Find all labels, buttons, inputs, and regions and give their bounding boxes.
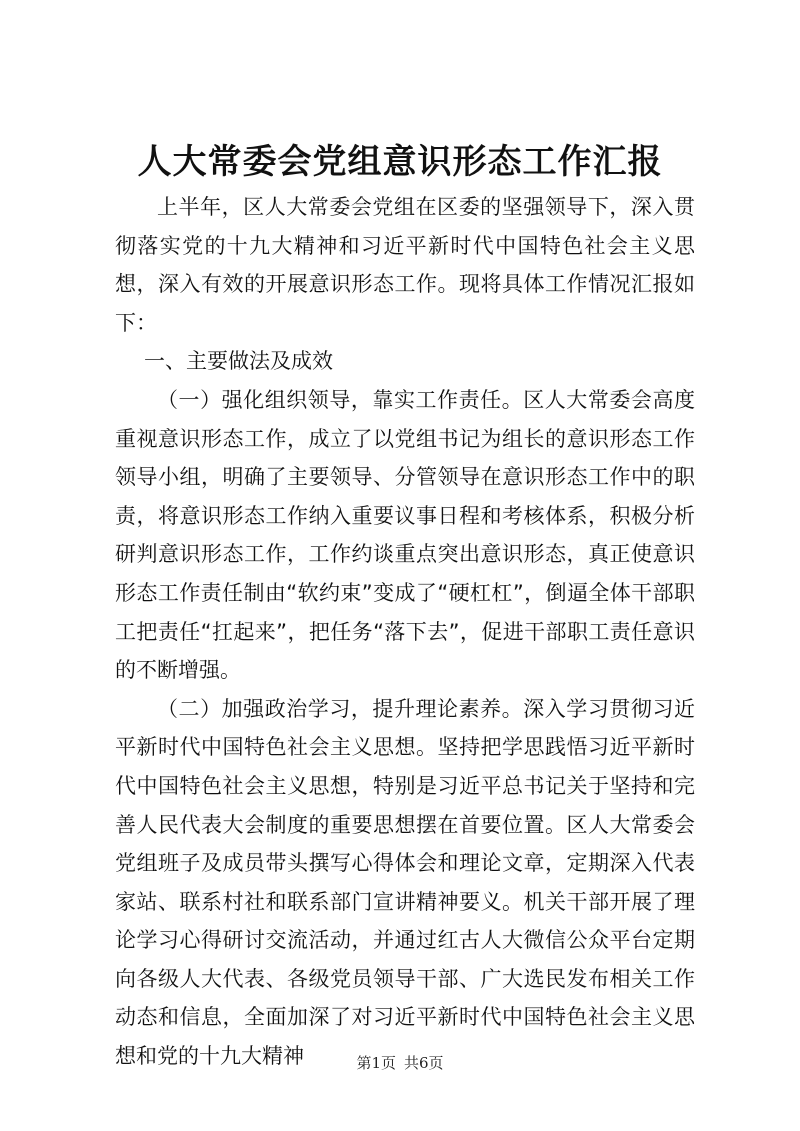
document-body xyxy=(115,188,695,1076)
subsection-paragraph-1: （一）强化组织领导，靠实工作责任。区人大常委会高度重视意识形态工作，成立了以党组书记为组长的意识形态工作领导小组，明确了主要领导、分管领导在意识形态工作中的职责，将意识形态工作纳入重要议事日程和考核体系，积极分析研判意识形态工作，工作约谈重点突出意识形态，真正使意识形态工作责任制由“软约束”变成了“硬杠杠”，倒逼全体干部职工把责任“扛起来”，把任务“落下去”，促进干部职工责任意识的不断增强。 xyxy=(115,387,695,683)
page-footer xyxy=(0,1053,800,1073)
subsection-paragraph-2: （二）加强政治学习，提升理论素养。深入学习贯彻习近平新时代中国特色社会主义思想。坚持把学思践悟习近平新时代中国特色社会主义思想，特别是习近平总书记关于坚持和完善人民代表大会制度的重要思想摆在首要位置。区人大常委会党组班子及成员带头撰写心得体会和理论文章，定期深入代表家站、联系村社和联系部门宣讲精神要义。机关干部开展了理论学习心得研讨交流活动，并通过红古人大微信公众平台定期向各级人大代表、各级党员领导干部、广大选民发布相关工作动态和信息，全面加深了对习近平新时代中国特色社会主义思想和党的十九大精神 xyxy=(115,696,695,1069)
page-total: 共6页 xyxy=(404,1054,444,1072)
section-heading: 一、主要做法及成效 xyxy=(144,349,333,374)
intro-paragraph: 上半年，区人大常委会党组在区委的坚强领导下，深入贯彻落实党的十九大精神和习近平新时代中国特色社会主义思想，深入有效的开展意识形态工作。现将具体工作情况汇报如下： xyxy=(115,195,695,335)
document-title: 人大常委会党组意识形态工作汇报 xyxy=(137,142,663,182)
page-number: 第1页 xyxy=(356,1054,396,1072)
